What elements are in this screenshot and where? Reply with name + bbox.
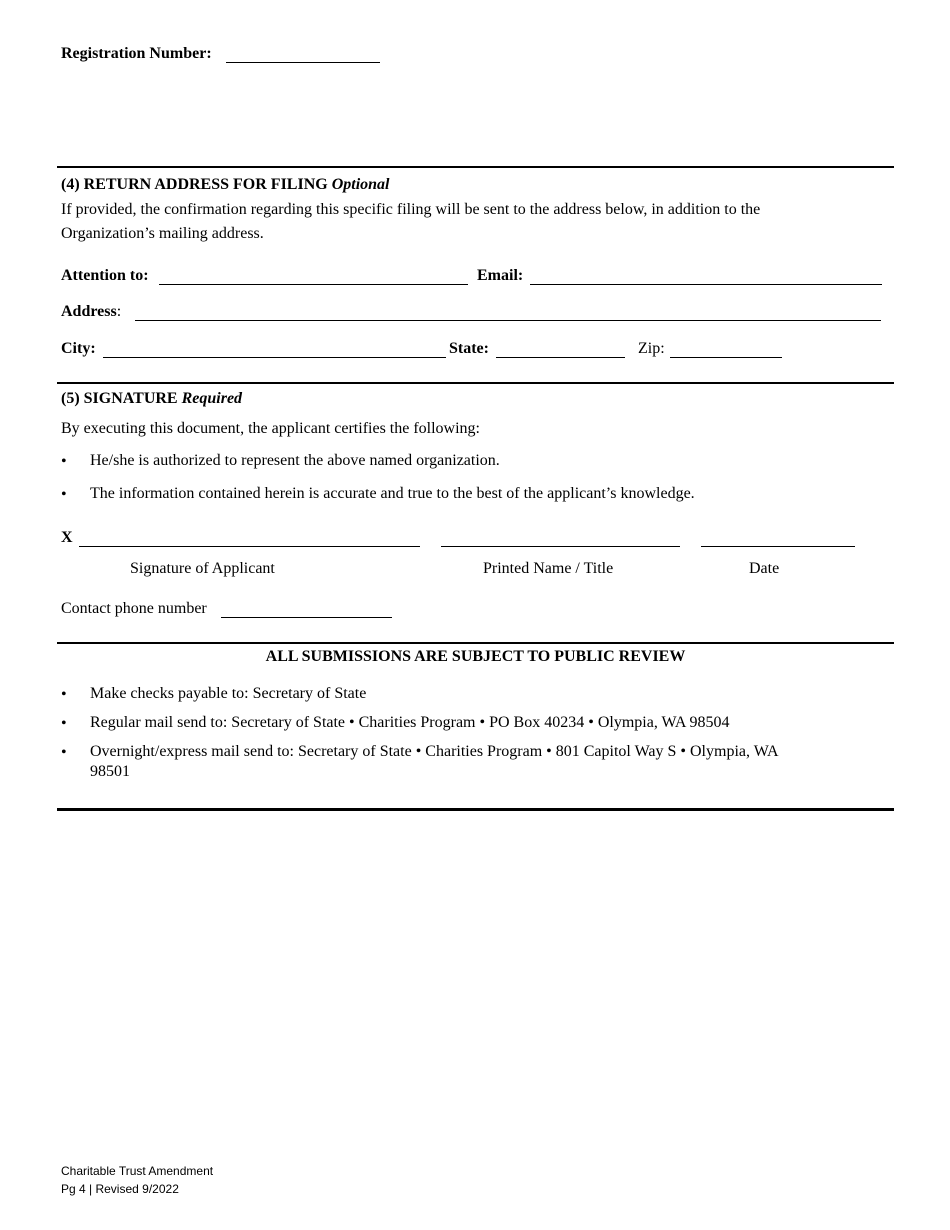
state-field[interactable] (496, 357, 625, 358)
address-label: Address (61, 303, 117, 320)
section-5-heading: (5) SIGNATURE (61, 390, 178, 407)
signature-field[interactable] (79, 546, 420, 547)
contact-phone-field[interactable] (221, 617, 392, 618)
bullet-icon: • (61, 453, 67, 470)
zip-label: Zip: (638, 340, 665, 357)
certification-item: The information contained herein is accurate and true to the best of the applicant’s knowledge. (90, 485, 695, 502)
attention-to-label: Attention to: (61, 267, 149, 284)
email-field[interactable] (530, 284, 882, 285)
section-5-required-flag: Required (181, 390, 243, 407)
signature-x-mark: X (61, 529, 73, 546)
section-4-title (61, 175, 390, 195)
bullet-icon: • (61, 744, 67, 761)
printed-name-field[interactable] (441, 546, 680, 547)
date-field[interactable] (701, 546, 855, 547)
address-colon: : (116, 303, 122, 320)
submission-top-rule (57, 642, 894, 644)
mailing-instruction: Regular mail send to: Secretary of State • Charities Program • PO Box 40234 • Olympia, WA 98504 (90, 714, 730, 731)
date-caption: Date (749, 560, 780, 577)
bullet-icon: • (61, 715, 67, 732)
section-4-top-rule (57, 166, 894, 168)
bullet-icon: • (61, 686, 67, 703)
mailing-instruction: Overnight/express mail send to: Secretary of State • Charities Program • 801 Capitol Way S • Olympia, WA (90, 743, 779, 760)
section-4-heading: (4) RETURN ADDRESS FOR FILING (61, 176, 328, 193)
city-label: City: (61, 340, 96, 357)
registration-number-field[interactable] (226, 62, 380, 63)
address-field[interactable] (135, 320, 881, 321)
mailing-instruction: Make checks payable to: Secretary of State (90, 685, 367, 702)
footer-page-info: Pg 4 | Revised 9/2022 (61, 1182, 179, 1196)
city-field[interactable] (103, 357, 446, 358)
section-5-intro: By executing this document, the applicant certifies the following: (61, 420, 480, 437)
certification-item: He/she is authorized to represent the above named organization. (90, 452, 500, 469)
printed-name-caption: Printed Name / Title (483, 560, 614, 577)
section-4-description-line-1: If provided, the confirmation regarding this specific filing will be sent to the address below, in addition to the (61, 201, 761, 218)
section-5-top-rule (57, 382, 894, 384)
contact-phone-label: Contact phone number (61, 600, 207, 617)
mailing-instruction-continued: 98501 (90, 763, 130, 780)
section-5-title (61, 389, 242, 409)
submission-bottom-rule (57, 808, 894, 811)
state-label: State: (449, 340, 489, 357)
bullet-icon: • (61, 486, 67, 503)
address-label-group (61, 302, 121, 322)
public-review-heading: ALL SUBMISSIONS ARE SUBJECT TO PUBLIC REVIEW (265, 648, 686, 665)
signature-caption: Signature of Applicant (130, 560, 275, 577)
attention-to-field[interactable] (159, 284, 468, 285)
zip-field[interactable] (670, 357, 782, 358)
section-4-optional-flag: Optional (331, 176, 390, 193)
registration-number-label: Registration Number: (61, 45, 212, 62)
footer-form-name: Charitable Trust Amendment (61, 1164, 214, 1178)
section-4-description-line-2: Organization’s mailing address. (61, 225, 264, 242)
email-label: Email: (477, 267, 524, 284)
